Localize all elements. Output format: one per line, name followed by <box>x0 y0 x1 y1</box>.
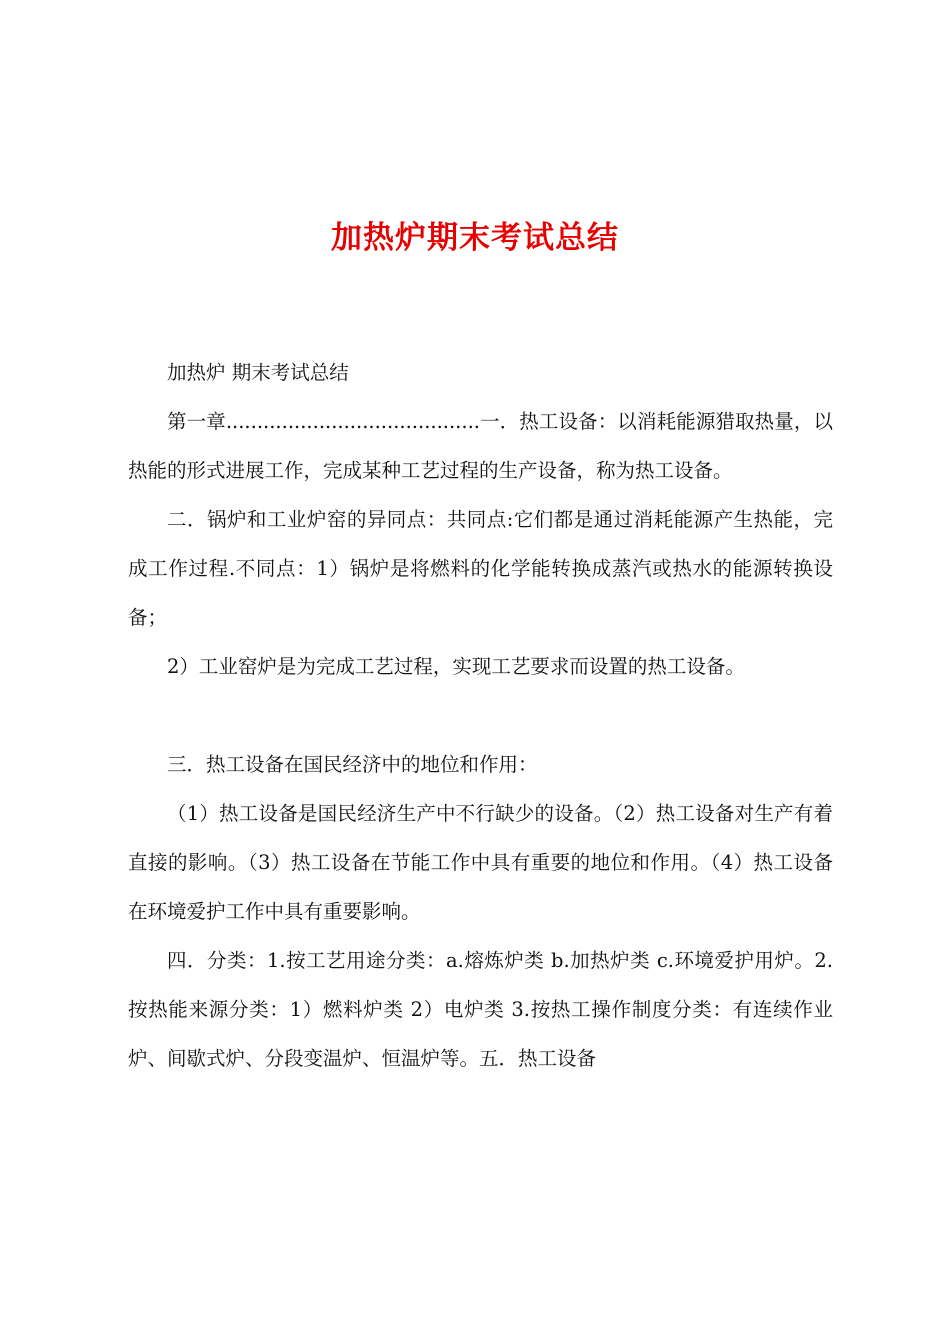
document-title: 加热炉期末考试总结 <box>331 220 619 256</box>
paragraph-industrial-kiln: 2）工业窑炉是为完成工艺过程，实现工艺要求而设置的热工设备。 <box>167 655 745 678</box>
paragraph-chapter-one: 第一章.........................................一．热工设备：以消耗能源猎取热量，以热能的形式进展工作，完成某种工艺过程的生产设备，称为热工设备。 <box>128 410 833 482</box>
paragraph-boiler-comparison: 二．锅炉和工业炉窑的异同点：共同点:它们都是通过消耗能源产生热能，完成工作过程.不同点：1）锅炉是将燃料的化学能转换成蒸汽或热水的能源转换设备； <box>128 508 833 629</box>
paragraph-role-details: （1）热工设备是国民经济生产中不行缺少的设备。（2）热工设备对生产有着直接的影响。（3）热工设备在节能工作中具有重要的地位和作用。（4）热工设备在环境爱护工作中具有重要影响。 <box>128 802 833 923</box>
paragraph-subtitle: 加热炉 期末考试总结 <box>167 361 349 384</box>
paragraph-role-heading: 三．热工设备在国民经济中的地位和作用： <box>167 753 538 776</box>
document-body <box>128 348 833 1083</box>
paragraph-classification: 四．分类：1.按工艺用途分类：a.熔炼炉类 b.加热炉类 c.环境爱护用炉。2.按热能来源分类：1）燃料炉类 2）电炉类 3.按热工操作制度分类：有连续作业炉、间歇式炉、分段变温炉、恒温炉等。五．热工设备 <box>128 949 833 1070</box>
